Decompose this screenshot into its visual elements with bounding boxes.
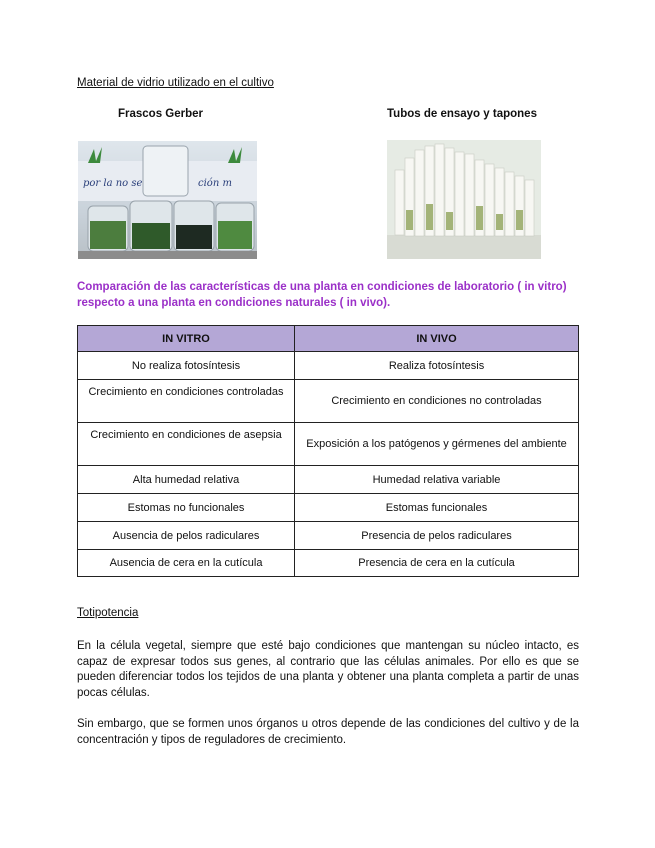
comparison-title: Comparación de las características de una planta en condiciones de laboratorio ( in vitro) respecto a una planta en condiciones naturales ( in vivo). xyxy=(77,281,567,309)
caption-frascos-gerber: Frascos Gerber xyxy=(118,108,204,120)
cell-in-vitro: Ausencia de pelos radiculares xyxy=(78,522,295,550)
cell-in-vitro: Crecimiento en condiciones controladas xyxy=(78,380,295,423)
section-title-material: Material de vidrio utilizado en el cultivo xyxy=(77,77,274,89)
section-title-totipotencia: Totipotencia xyxy=(77,607,139,619)
header-in-vivo: IN VIVO xyxy=(295,326,579,352)
table-row xyxy=(78,380,579,423)
paragraph-totipotencia-1: En la célula vegetal, siempre que esté bajo condiciones que mantengan su núcleo intacto, es capaz de expresar todos sus genes, al contrario que las células animales. Por ello es que se pueden diferenciar todos los tejidos de una planta y obtener una planta completa a partir de unas pocas células. xyxy=(77,640,579,699)
svg-text:ción m: ción m xyxy=(198,178,232,189)
table-row xyxy=(78,550,579,577)
cell-in-vivo: Crecimiento en condiciones no controladas xyxy=(295,380,579,423)
photo-tubos-de-ensayo xyxy=(387,140,541,259)
cell-in-vitro: No realiza fotosíntesis xyxy=(78,352,295,380)
paragraph-totipotencia-2: Sin embargo, que se formen unos órganos u otros depende de las condiciones del cultivo y de la concentración y tipos de reguladores de crecimiento. xyxy=(77,718,579,746)
table-row xyxy=(78,494,579,522)
cell-in-vivo: Presencia de pelos radiculares xyxy=(295,522,579,550)
cell-in-vivo: Exposición a los patógenos y gérmenes del ambiente xyxy=(295,423,579,466)
cell-in-vivo: Humedad relativa variable xyxy=(295,466,579,494)
comparison-table xyxy=(77,325,579,577)
table-row xyxy=(78,423,579,466)
cell-in-vivo: Realiza fotosíntesis xyxy=(295,352,579,380)
cell-in-vivo: Estomas funcionales xyxy=(295,494,579,522)
cell-in-vitro: Ausencia de cera en la cutícula xyxy=(78,550,295,577)
table-row xyxy=(78,522,579,550)
cell-in-vitro: Crecimiento en condiciones de asepsia xyxy=(78,423,295,466)
cell-in-vitro: Alta humedad relativa xyxy=(78,466,295,494)
header-in-vitro: IN VITRO xyxy=(78,326,295,352)
caption-tubos-de-ensayo: Tubos de ensayo y tapones xyxy=(387,108,537,120)
photo-frascos-gerber xyxy=(78,141,257,259)
table-header-row xyxy=(78,326,579,352)
table-row xyxy=(78,466,579,494)
table-row xyxy=(78,352,579,380)
cell-in-vitro: Estomas no funcionales xyxy=(78,494,295,522)
svg-text:por la no se: por la no se xyxy=(83,178,143,189)
cell-in-vivo: Presencia de cera en la cutícula xyxy=(295,550,579,577)
